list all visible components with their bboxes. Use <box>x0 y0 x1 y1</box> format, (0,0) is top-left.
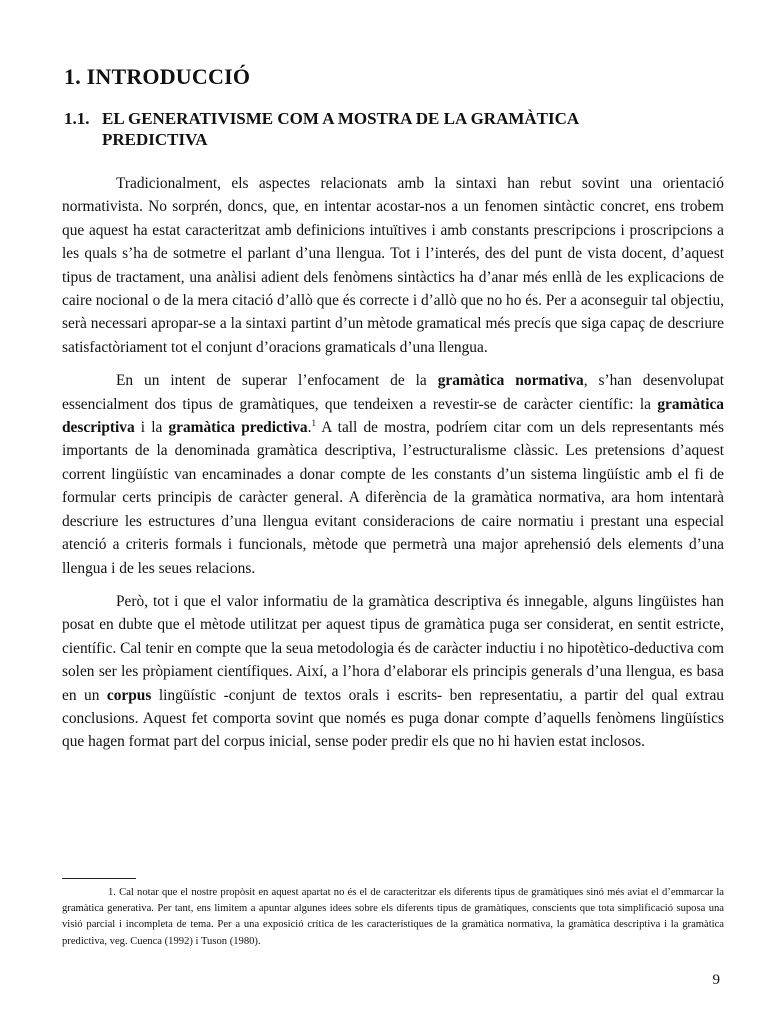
paragraph-2-text: . <box>307 419 312 437</box>
term-gramatica-predictiva: gramàtica predictiva <box>168 419 308 437</box>
chapter-title: 1. INTRODUCCIÓ <box>64 64 251 89</box>
term-gramatica-normativa: gramàtica normativa <box>437 372 584 390</box>
paragraph-3-text: lingüístic -conjunt de textos orals i escrits- ben representatiu, a partir del qual extrau conclusions. Aquest fet comporta sovint que només es puga donar compte d’aquells fenòmens lingüístics que hagen format part del corpus inicial, sense poder predir els que no hi havien estat inclosos. <box>62 686 724 751</box>
paragraph-2-text: En un intent de superar l’enfocament de la <box>116 372 438 390</box>
section-title-line1: EL GENERATIVISME COM A MOSTRA DE LA GRAMÀTICA <box>102 109 580 128</box>
paragraph-2-text: A tall de mostra, podríem citar com un dels representants més importants de la denominada gramàtica descriptiva, l’estructuralisme clàssic. Les pretensions d’aquest corrent lingüístic van encaminades a donar compte de les constants d’un sistema lingüístic amb el fi de formular certs principis de caràcter general. A diferència de la gramàtica normativa, ara hom intentarà descriure les estructures d’una llengua evitant consideracions de caire normatiu i prestant una especial atenció a criteris formals i funcionals, mètode que permetrà una major aprehensió dels elements d’una llengua i de les seues relacions. <box>62 419 724 577</box>
section-title-line2: PREDICTIVA <box>102 130 208 149</box>
paragraph-2-text: i la <box>134 419 169 437</box>
footnote: 1. Cal notar que el nostre propòsit en aquest apartat no és el de caracteritzar els diferents tipus de gramàtiques sinó més aviat el d’emmarcar la gramàtica generativa. Per tant, ens limitem a apuntar algunes idees sobre els diferents tipus de gramàtiques, conscients que tota simplificació suposa una visió parcial i incompleta de tema. Per a una exposició crítica de les característiques de la gramàtica normativa, la gramàtica descriptiva i la gramàtica predictiva, veg. Cuenca (1992) i Tuson (1980). <box>62 887 724 947</box>
paragraph-3 <box>62 590 724 754</box>
section-number: 1.1. <box>64 109 90 128</box>
page-number: 9 <box>712 972 720 988</box>
paragraph-2-text: , s’han desenvolupat essencialment dos tipus de gramàtiques, que tendeixen a revestir-se de caràcter científic: la <box>62 372 724 413</box>
paragraph-2 <box>62 369 724 580</box>
term-gramatica-descriptiva: gramàtica descriptiva <box>62 395 724 437</box>
term-corpus: corpus <box>106 686 152 704</box>
section-title <box>64 108 684 150</box>
body-text <box>62 172 724 764</box>
footnote-reference[interactable]: 1 <box>311 417 316 428</box>
paragraph-1: Tradicionalment, els aspectes relacionats amb la sintaxi han rebut sovint una orientació normativista. No sorprén, doncs, que, en intentar acostar-nos a un fenomen sintàctic concret, ens trobem que aquest ha estat caracteritzat amb definicions intuïtives i amb constants prescripcions i proscripcions a les quals s’ha de sotmetre el parlant d’una llengua. Tot i l’interés, des del punt de vista docent, d’aquest tipus de tractament, una anàlisi adient dels fenòmens sintàctics ha d’anar més enllà de les explicacions de caire nocional o de la mera citació d’allò que és correcte i d’allò que no ho és. Per a aconseguir tal objectiu, serà necessari apropar-se a la sintaxi partint d’un mètode gramatical més precís que siga capaç de descriure satisfactòriament tot el conjunt d’oracions gramaticals d’una llengua. <box>62 175 724 356</box>
footnote-divider <box>62 878 136 879</box>
paragraph-3-text: Però, tot i que el valor informatiu de la gramàtica descriptiva és innegable, alguns lingüistes han posat en dubte que el mètode utilitzat per aquest tipus de gramàtica puga ser considerat, en sentit estricte, científic. Cal tenir en compte que la seua metodologia és de caràcter inductiu i no hipotètico-deductiva com solen ser les pròpiament científiques. Així, a l’hora d’elaborar els principis generals d’una llengua, es basa en un <box>62 592 724 704</box>
